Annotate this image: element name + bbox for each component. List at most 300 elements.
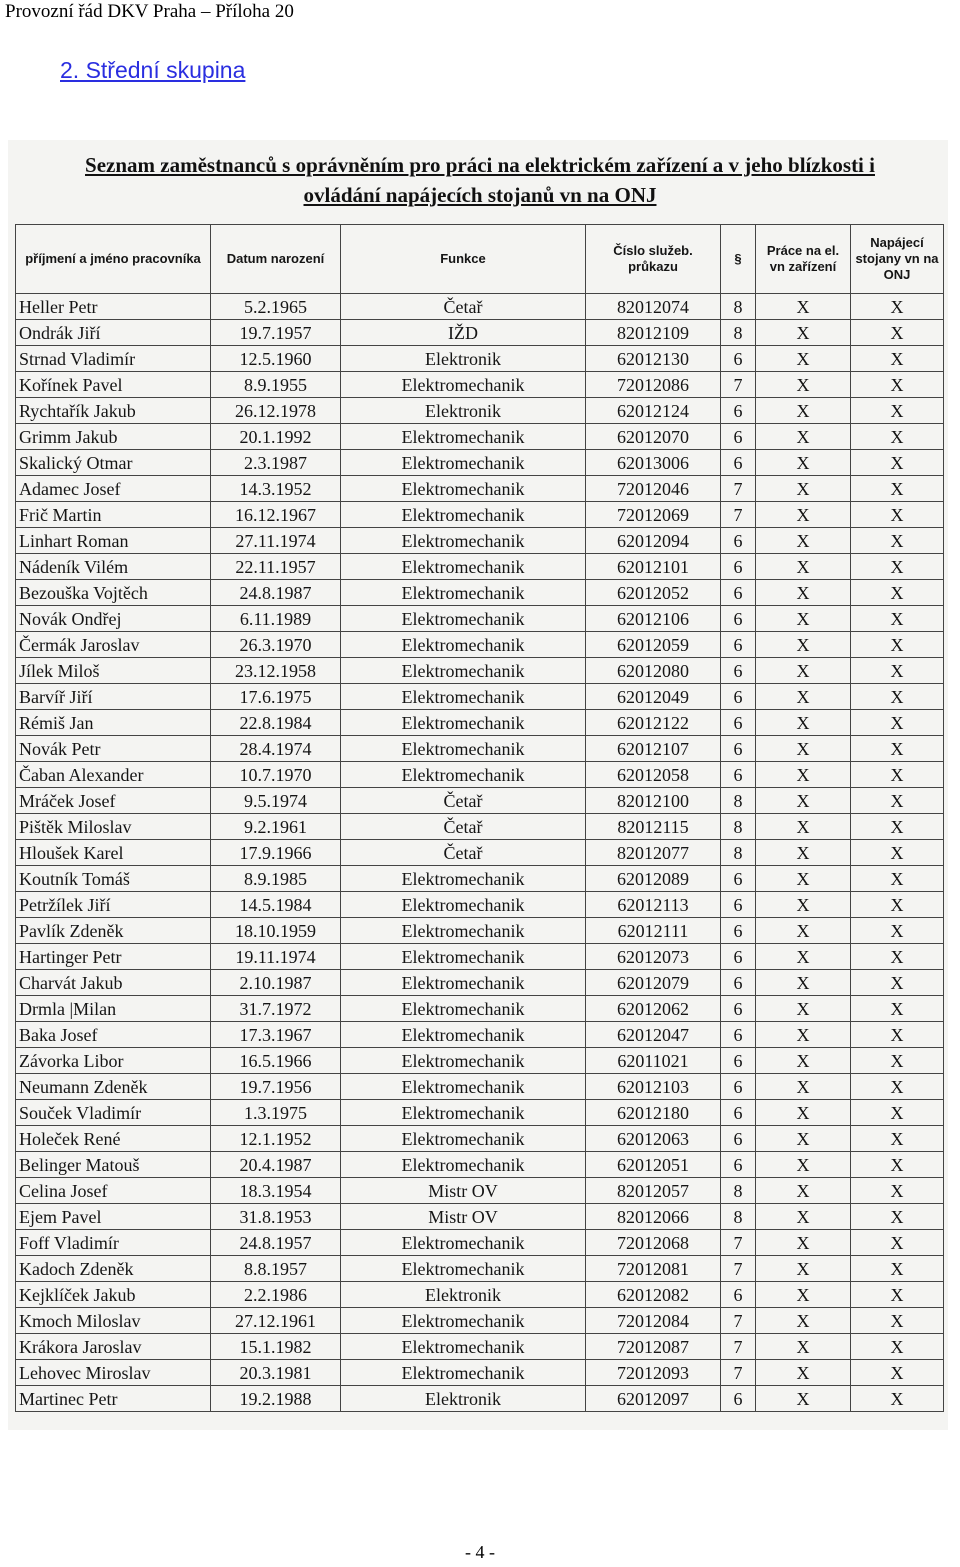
id-number: 72012087	[586, 1334, 721, 1360]
hv-work-mark: X	[756, 840, 851, 866]
onj-stands-mark: X	[851, 424, 944, 450]
id-number: 82012115	[586, 814, 721, 840]
function: Elektromechanik	[341, 580, 586, 606]
hv-work-mark: X	[756, 788, 851, 814]
function: Četař	[341, 788, 586, 814]
birth-date: 10.7.1970	[211, 762, 341, 788]
paragraph: 7	[721, 1334, 756, 1360]
paragraph: 8	[721, 840, 756, 866]
employee-table	[15, 224, 944, 1412]
birth-date: 28.4.1974	[211, 736, 341, 762]
employee-name: Foff Vladimír	[16, 1230, 211, 1256]
table-row	[16, 1048, 944, 1074]
id-number: 62013006	[586, 450, 721, 476]
hv-work-mark: X	[756, 866, 851, 892]
table-row	[16, 320, 944, 346]
birth-date: 26.12.1978	[211, 398, 341, 424]
id-number: 62012079	[586, 970, 721, 996]
table-row	[16, 866, 944, 892]
id-number: 62012062	[586, 996, 721, 1022]
table-row	[16, 1152, 944, 1178]
table-row	[16, 294, 944, 320]
table-row	[16, 918, 944, 944]
paragraph: 7	[721, 1360, 756, 1386]
table-row	[16, 372, 944, 398]
employee-name: Frič Martin	[16, 502, 211, 528]
hv-work-mark: X	[756, 944, 851, 970]
id-number: 62012097	[586, 1386, 721, 1412]
employee-name: Pištěk Miloslav	[16, 814, 211, 840]
id-number: 72012086	[586, 372, 721, 398]
birth-date: 2.10.1987	[211, 970, 341, 996]
birth-date: 31.7.1972	[211, 996, 341, 1022]
function: Elektromechanik	[341, 632, 586, 658]
table-row	[16, 398, 944, 424]
hv-work-mark: X	[756, 814, 851, 840]
employee-name: Hloušek Karel	[16, 840, 211, 866]
function: Elektromechanik	[341, 1048, 586, 1074]
onj-stands-mark: X	[851, 320, 944, 346]
birth-date: 2.3.1987	[211, 450, 341, 476]
onj-stands-mark: X	[851, 1048, 944, 1074]
hv-work-mark: X	[756, 736, 851, 762]
function: Elektromechanik	[341, 606, 586, 632]
birth-date: 12.1.1952	[211, 1126, 341, 1152]
employee-name: Čaban Alexander	[16, 762, 211, 788]
table-row	[16, 658, 944, 684]
function: Elektromechanik	[341, 710, 586, 736]
hv-work-mark: X	[756, 1204, 851, 1230]
hv-work-mark: X	[756, 892, 851, 918]
hv-work-mark: X	[756, 684, 851, 710]
function: Elektromechanik	[341, 1230, 586, 1256]
hv-work-mark: X	[756, 398, 851, 424]
onj-stands-mark: X	[851, 892, 944, 918]
section-title: 2. Střední skupina	[60, 57, 246, 83]
onj-stands-mark: X	[851, 1074, 944, 1100]
employee-name: Barvíř Jiří	[16, 684, 211, 710]
hv-work-mark: X	[756, 762, 851, 788]
table-row	[16, 450, 944, 476]
employee-name: Ejem Pavel	[16, 1204, 211, 1230]
table-row	[16, 996, 944, 1022]
birth-date: 14.5.1984	[211, 892, 341, 918]
birth-date: 19.11.1974	[211, 944, 341, 970]
hv-work-mark: X	[756, 1074, 851, 1100]
onj-stands-mark: X	[851, 996, 944, 1022]
table-row	[16, 554, 944, 580]
onj-stands-mark: X	[851, 1256, 944, 1282]
id-number: 62012047	[586, 1022, 721, 1048]
paragraph: 6	[721, 684, 756, 710]
employee-name: Pavlík Zdeněk	[16, 918, 211, 944]
id-number: 62012089	[586, 866, 721, 892]
employee-name: Kořínek Pavel	[16, 372, 211, 398]
id-number: 82012077	[586, 840, 721, 866]
employee-name: Heller Petr	[16, 294, 211, 320]
id-number: 82012109	[586, 320, 721, 346]
column-header-hv-work: Práce na el. vn zařízení	[756, 225, 851, 294]
onj-stands-mark: X	[851, 294, 944, 320]
hv-work-mark: X	[756, 1386, 851, 1412]
birth-date: 22.11.1957	[211, 554, 341, 580]
function: Elektromechanik	[341, 1074, 586, 1100]
onj-stands-mark: X	[851, 632, 944, 658]
paragraph: 6	[721, 1100, 756, 1126]
employee-name: Bezouška Vojtěch	[16, 580, 211, 606]
paragraph: 6	[721, 658, 756, 684]
onj-stands-mark: X	[851, 1126, 944, 1152]
function: Četař	[341, 814, 586, 840]
function: Mistr OV	[341, 1178, 586, 1204]
id-number: 72012093	[586, 1360, 721, 1386]
onj-stands-mark: X	[851, 398, 944, 424]
birth-date: 31.8.1953	[211, 1204, 341, 1230]
id-number: 72012069	[586, 502, 721, 528]
function: Elektronik	[341, 1386, 586, 1412]
id-number: 62012130	[586, 346, 721, 372]
employee-name: Linhart Roman	[16, 528, 211, 554]
table-row	[16, 1178, 944, 1204]
paragraph: 6	[721, 632, 756, 658]
paragraph: 8	[721, 320, 756, 346]
paragraph: 6	[721, 996, 756, 1022]
function: Elektromechanik	[341, 1152, 586, 1178]
id-number: 62012106	[586, 606, 721, 632]
birth-date: 6.11.1989	[211, 606, 341, 632]
employee-name: Krákora Jaroslav	[16, 1334, 211, 1360]
onj-stands-mark: X	[851, 528, 944, 554]
employee-name: Charvát Jakub	[16, 970, 211, 996]
paragraph: 6	[721, 1022, 756, 1048]
hv-work-mark: X	[756, 970, 851, 996]
function: Elektronik	[341, 398, 586, 424]
employee-name: Martinec Petr	[16, 1386, 211, 1412]
birth-date: 19.2.1988	[211, 1386, 341, 1412]
function: Elektromechanik	[341, 424, 586, 450]
table-row	[16, 1126, 944, 1152]
hv-work-mark: X	[756, 1126, 851, 1152]
paragraph: 7	[721, 502, 756, 528]
paragraph: 7	[721, 476, 756, 502]
employee-name: Mráček Josef	[16, 788, 211, 814]
id-number: 82012100	[586, 788, 721, 814]
employee-name: Souček Vladimír	[16, 1100, 211, 1126]
hv-work-mark: X	[756, 1308, 851, 1334]
hv-work-mark: X	[756, 528, 851, 554]
employee-name: Koutník Tomáš	[16, 866, 211, 892]
table-row	[16, 736, 944, 762]
id-number: 72012081	[586, 1256, 721, 1282]
birth-date: 20.1.1992	[211, 424, 341, 450]
onj-stands-mark: X	[851, 736, 944, 762]
onj-stands-mark: X	[851, 944, 944, 970]
id-number: 62012051	[586, 1152, 721, 1178]
hv-work-mark: X	[756, 632, 851, 658]
id-number: 62012049	[586, 684, 721, 710]
paragraph: 6	[721, 424, 756, 450]
birth-date: 20.4.1987	[211, 1152, 341, 1178]
function: Elektromechanik	[341, 970, 586, 996]
birth-date: 17.6.1975	[211, 684, 341, 710]
paragraph: 6	[721, 606, 756, 632]
table-row	[16, 944, 944, 970]
hv-work-mark: X	[756, 658, 851, 684]
id-number: 62012180	[586, 1100, 721, 1126]
employee-name: Kadoch Zdeněk	[16, 1256, 211, 1282]
paragraph: 6	[721, 346, 756, 372]
birth-date: 17.3.1967	[211, 1022, 341, 1048]
birth-date: 14.3.1952	[211, 476, 341, 502]
onj-stands-mark: X	[851, 1334, 944, 1360]
employee-name: Ondrák Jiří	[16, 320, 211, 346]
id-number: 62012103	[586, 1074, 721, 1100]
onj-stands-mark: X	[851, 866, 944, 892]
paragraph: 6	[721, 1074, 756, 1100]
employee-name: Hartinger Petr	[16, 944, 211, 970]
table-row	[16, 1256, 944, 1282]
table-row	[16, 1386, 944, 1412]
paragraph: 7	[721, 1256, 756, 1282]
birth-date: 8.9.1955	[211, 372, 341, 398]
hv-work-mark: X	[756, 1022, 851, 1048]
employee-name: Lehovec Miroslav	[16, 1360, 211, 1386]
hv-work-mark: X	[756, 1282, 851, 1308]
birth-date: 20.3.1981	[211, 1360, 341, 1386]
paragraph: 6	[721, 1152, 756, 1178]
onj-stands-mark: X	[851, 580, 944, 606]
hv-work-mark: X	[756, 1256, 851, 1282]
onj-stands-mark: X	[851, 684, 944, 710]
function: Mistr OV	[341, 1204, 586, 1230]
paragraph: 6	[721, 1386, 756, 1412]
column-header-onj-stands: Napájecí stojany vn na ONJ	[851, 225, 944, 294]
hv-work-mark: X	[756, 346, 851, 372]
column-header-birth-date: Datum narození	[211, 225, 341, 294]
table-row	[16, 762, 944, 788]
hv-work-mark: X	[756, 580, 851, 606]
hv-work-mark: X	[756, 996, 851, 1022]
hv-work-mark: X	[756, 372, 851, 398]
onj-stands-mark: X	[851, 710, 944, 736]
paragraph: 6	[721, 580, 756, 606]
id-number: 62012124	[586, 398, 721, 424]
employee-name: Adamec Josef	[16, 476, 211, 502]
hv-work-mark: X	[756, 476, 851, 502]
onj-stands-mark: X	[851, 1360, 944, 1386]
onj-stands-mark: X	[851, 554, 944, 580]
birth-date: 23.12.1958	[211, 658, 341, 684]
onj-stands-mark: X	[851, 840, 944, 866]
hv-work-mark: X	[756, 294, 851, 320]
column-header-name: příjmení a jméno pracovníka	[16, 225, 211, 294]
hv-work-mark: X	[756, 502, 851, 528]
employee-name: Rémiš Jan	[16, 710, 211, 736]
table-row	[16, 502, 944, 528]
birth-date: 22.8.1984	[211, 710, 341, 736]
function: Elektromechanik	[341, 1256, 586, 1282]
paragraph: 6	[721, 554, 756, 580]
employee-name: Skalický Otmar	[16, 450, 211, 476]
column-header-id-number: Číslo služeb. průkazu	[586, 225, 721, 294]
paragraph: 6	[721, 710, 756, 736]
id-number: 62012058	[586, 762, 721, 788]
id-number: 62012082	[586, 1282, 721, 1308]
onj-stands-mark: X	[851, 606, 944, 632]
table-row	[16, 1308, 944, 1334]
employee-name: Drmla |Milan	[16, 996, 211, 1022]
employee-name: Petržílek Jiří	[16, 892, 211, 918]
id-number: 62012080	[586, 658, 721, 684]
function: Elektromechanik	[341, 1022, 586, 1048]
paragraph: 6	[721, 450, 756, 476]
table-row	[16, 1204, 944, 1230]
employee-name: Závorka Libor	[16, 1048, 211, 1074]
paragraph: 6	[721, 866, 756, 892]
table-row	[16, 580, 944, 606]
paragraph: 6	[721, 892, 756, 918]
function: Elektromechanik	[341, 866, 586, 892]
onj-stands-mark: X	[851, 1230, 944, 1256]
employee-name: Novák Ondřej	[16, 606, 211, 632]
table-row	[16, 1282, 944, 1308]
onj-stands-mark: X	[851, 1308, 944, 1334]
employee-name: Strnad Vladimír	[16, 346, 211, 372]
id-number: 62012070	[586, 424, 721, 450]
birth-date: 8.9.1985	[211, 866, 341, 892]
column-header-function: Funkce	[341, 225, 586, 294]
table-row	[16, 606, 944, 632]
id-number: 72012068	[586, 1230, 721, 1256]
birth-date: 1.3.1975	[211, 1100, 341, 1126]
employee-name: Celina Josef	[16, 1178, 211, 1204]
hv-work-mark: X	[756, 1178, 851, 1204]
table-row	[16, 788, 944, 814]
table-row	[16, 1022, 944, 1048]
function: Elektromechanik	[341, 1100, 586, 1126]
id-number: 62012073	[586, 944, 721, 970]
function: Elektronik	[341, 346, 586, 372]
hv-work-mark: X	[756, 1334, 851, 1360]
employee-name: Neumann Zdeněk	[16, 1074, 211, 1100]
paragraph: 7	[721, 372, 756, 398]
employee-name: Nádeník Vilém	[16, 554, 211, 580]
hv-work-mark: X	[756, 710, 851, 736]
id-number: 82012066	[586, 1204, 721, 1230]
function: Elektronik	[341, 1282, 586, 1308]
paragraph: 6	[721, 970, 756, 996]
employee-name: Kejklíček Jakub	[16, 1282, 211, 1308]
birth-date: 15.1.1982	[211, 1334, 341, 1360]
onj-stands-mark: X	[851, 1204, 944, 1230]
hv-work-mark: X	[756, 1230, 851, 1256]
id-number: 62012111	[586, 918, 721, 944]
table-row	[16, 632, 944, 658]
paragraph: 7	[721, 1308, 756, 1334]
scan-title: Seznam zaměstnanců s oprávněním pro práci na elektrickém zařízení a v jeho blízkosti i ovládání napájecích stojanů vn na ONJ	[85, 153, 875, 207]
document-header: Provozní řád DKV Praha – Příloha 20	[5, 1, 294, 22]
id-number: 62012122	[586, 710, 721, 736]
employee-name: Grimm Jakub	[16, 424, 211, 450]
birth-date: 26.3.1970	[211, 632, 341, 658]
table-row	[16, 710, 944, 736]
function: Elektromechanik	[341, 450, 586, 476]
paragraph: 8	[721, 788, 756, 814]
employee-name: Kmoch Miloslav	[16, 1308, 211, 1334]
table-row	[16, 424, 944, 450]
function: Četař	[341, 294, 586, 320]
table-row	[16, 1074, 944, 1100]
id-number: 62011021	[586, 1048, 721, 1074]
function: Elektromechanik	[341, 944, 586, 970]
table-row	[16, 840, 944, 866]
id-number: 82012074	[586, 294, 721, 320]
function: Elektromechanik	[341, 476, 586, 502]
employee-name: Novák Petr	[16, 736, 211, 762]
function: Elektromechanik	[341, 892, 586, 918]
hv-work-mark: X	[756, 1152, 851, 1178]
onj-stands-mark: X	[851, 1178, 944, 1204]
hv-work-mark: X	[756, 1048, 851, 1074]
id-number: 62012063	[586, 1126, 721, 1152]
employee-name: Čermák Jaroslav	[16, 632, 211, 658]
paragraph: 6	[721, 762, 756, 788]
table-header-row	[16, 225, 944, 294]
table-body	[16, 294, 944, 1412]
function: Elektromechanik	[341, 1360, 586, 1386]
birth-date: 16.12.1967	[211, 502, 341, 528]
onj-stands-mark: X	[851, 970, 944, 996]
id-number: 72012046	[586, 476, 721, 502]
birth-date: 5.2.1965	[211, 294, 341, 320]
table-row	[16, 1334, 944, 1360]
onj-stands-mark: X	[851, 450, 944, 476]
function: Elektromechanik	[341, 372, 586, 398]
onj-stands-mark: X	[851, 476, 944, 502]
hv-work-mark: X	[756, 1100, 851, 1126]
birth-date: 27.12.1961	[211, 1308, 341, 1334]
table-row	[16, 814, 944, 840]
birth-date: 9.5.1974	[211, 788, 341, 814]
paragraph: 6	[721, 736, 756, 762]
paragraph: 8	[721, 1204, 756, 1230]
id-number: 62012113	[586, 892, 721, 918]
paragraph: 8	[721, 1178, 756, 1204]
paragraph: 6	[721, 1126, 756, 1152]
onj-stands-mark: X	[851, 372, 944, 398]
onj-stands-mark: X	[851, 502, 944, 528]
function: Elektromechanik	[341, 528, 586, 554]
birth-date: 19.7.1957	[211, 320, 341, 346]
function: Elektromechanik	[341, 502, 586, 528]
function: Elektromechanik	[341, 996, 586, 1022]
birth-date: 12.5.1960	[211, 346, 341, 372]
employee-name: Baka Josef	[16, 1022, 211, 1048]
onj-stands-mark: X	[851, 658, 944, 684]
table-row	[16, 1100, 944, 1126]
onj-stands-mark: X	[851, 1282, 944, 1308]
onj-stands-mark: X	[851, 918, 944, 944]
page-number: - 4 -	[465, 1542, 495, 1562]
onj-stands-mark: X	[851, 346, 944, 372]
function: Elektromechanik	[341, 658, 586, 684]
onj-stands-mark: X	[851, 814, 944, 840]
id-number: 72012084	[586, 1308, 721, 1334]
id-number: 82012057	[586, 1178, 721, 1204]
hv-work-mark: X	[756, 320, 851, 346]
function: Elektromechanik	[341, 1126, 586, 1152]
birth-date: 8.8.1957	[211, 1256, 341, 1282]
